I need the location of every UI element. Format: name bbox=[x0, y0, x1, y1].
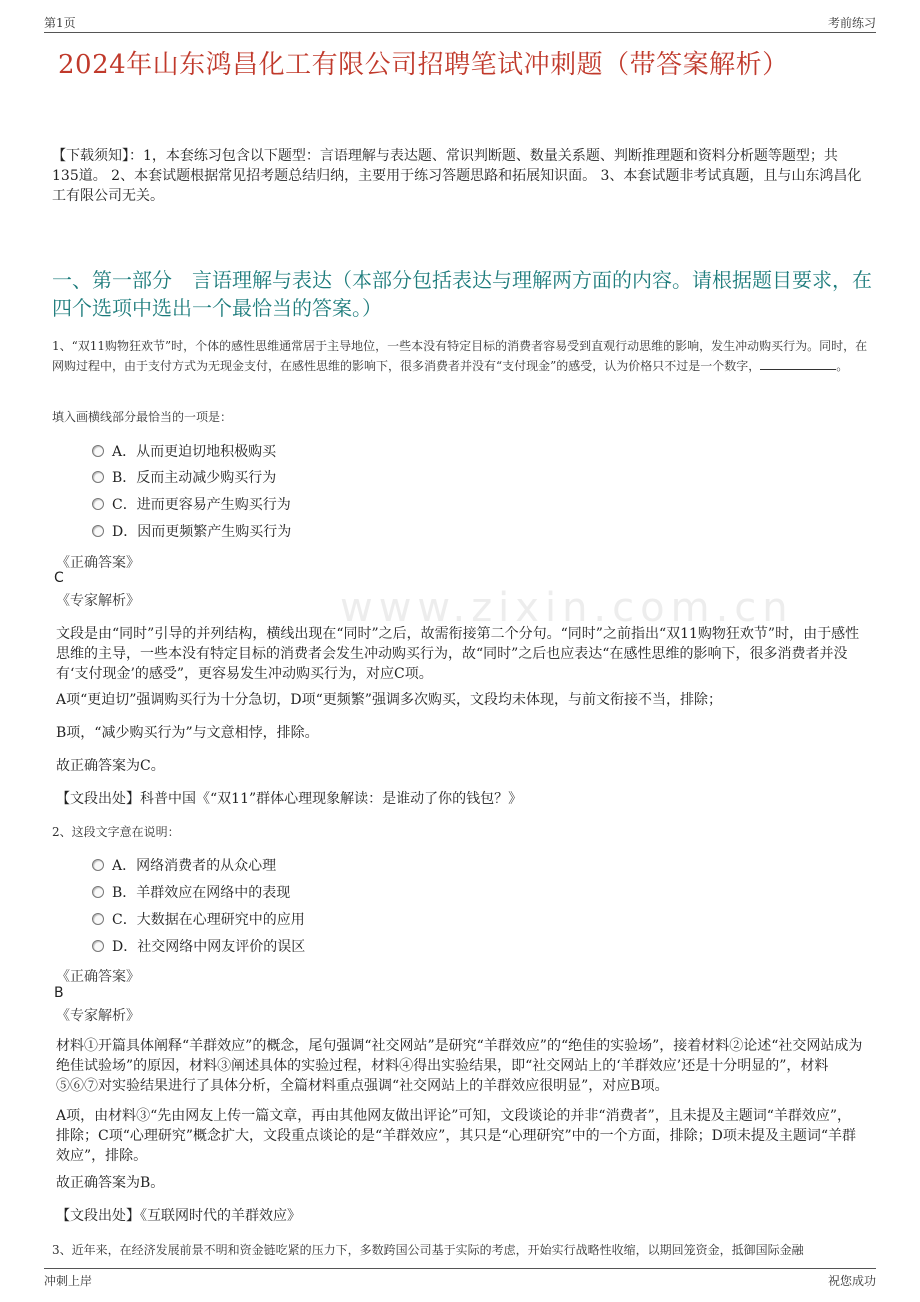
option-label: A．从而更迫切地积极购买 bbox=[112, 444, 277, 460]
option-label: C．进而更容易产生购买行为 bbox=[112, 497, 291, 513]
page-header bbox=[44, 12, 876, 33]
radio-icon[interactable] bbox=[92, 859, 104, 871]
q1-option-b[interactable] bbox=[92, 468, 276, 488]
radio-icon[interactable] bbox=[92, 886, 104, 898]
question-3-text: 3、近年来，在经济发展前景不明和资金链吃紧的压力下，多数跨国公司基于实际的考虑，开始实行战略性收缩，以期回笼资金，抵御国际金融 bbox=[52, 1243, 804, 1257]
analysis-paragraph: 材料①开篇具体阐释“羊群效应”的概念，尾句强调“社交网站”是研究“羊群效应”的“绝佳的实验场”，接着材料②论述“社交网站成为绝佳试验场”的原因，材料③阐述具体的实验过程，材料④得出实验结果，即“社交网站上的‘羊群效应’还是十分明显的”，材料⑤⑥⑦对实验结果进行了具体分析，全篇材料重点强调“社交网站上的羊群效应很明显”，对应B项。 bbox=[56, 1038, 863, 1094]
page-title: 2024年山东鸿昌化工有限公司招聘笔试冲刺题（带答案解析） bbox=[58, 50, 789, 80]
q1-option-d[interactable] bbox=[92, 522, 291, 542]
answer-label: 《正确答案》 bbox=[56, 969, 140, 985]
q2-option-a[interactable] bbox=[92, 856, 276, 876]
option-label: D．因而更频繁产生购买行为 bbox=[112, 524, 292, 540]
radio-icon[interactable] bbox=[92, 525, 104, 537]
question-1-text bbox=[52, 336, 872, 376]
option-label: C．大数据在心理研究中的应用 bbox=[112, 912, 305, 928]
page-number: 第1页 bbox=[44, 16, 76, 30]
radio-icon[interactable] bbox=[92, 445, 104, 457]
radio-icon[interactable] bbox=[92, 471, 104, 483]
question-1-prompt: 填入画横线部分最恰当的一项是： bbox=[52, 410, 233, 424]
q1-option-c[interactable] bbox=[92, 495, 291, 515]
page-footer bbox=[44, 1268, 876, 1289]
q2-option-b[interactable] bbox=[92, 883, 290, 903]
analysis-paragraph: B项，“减少购买行为”与文意相悖，排除。 bbox=[56, 725, 319, 741]
download-notice: 【下载须知】：1，本套练习包含以下题型：言语理解与表达题、常识判断题、数量关系题、判断推理题和资料分析题等题型；共135道。 2、本套试题根据常见招考题总结归纳，主要用于练习答题思路和拓展知识面。 3、本套试题非考试真题，且与山东鸿昌化工有限公司无关。 bbox=[52, 148, 862, 204]
analysis-label: 《专家解析》 bbox=[56, 1008, 140, 1024]
footer-right: 祝您成功 bbox=[827, 1274, 876, 1288]
watermark: www.zixin.com.cn bbox=[340, 585, 794, 631]
analysis-conclusion: 故正确答案为C。 bbox=[56, 758, 165, 774]
source-citation: 【文段出处】科普中国《“双11”群体心理现象解读：是谁动了你的钱包？》 bbox=[56, 791, 523, 807]
q2-option-c[interactable] bbox=[92, 910, 305, 930]
question-1-stem: 1、“双11购物狂欢节”时，个体的感性思维通常居于主导地位，一些本没有特定目标的消费者容易受到直观行动思维的影响，发生冲动购买行为。同时，在网购过程中，由于支付方式为无现金支付，在感性思维的影响下，很多消费者并没有“支付现金”的感受，认为价格只不过是一个数字， bbox=[52, 339, 868, 373]
analysis-paragraph: A项，由材料③“先由网友上传一篇文章，再由其他网友做出评论”可知，文段谈论的并非“消费者”，且未提及主题词“羊群效应”，排除；C项“心理研究”概念扩大，文段重点谈论的是“羊群效应”，其只是“心理研究”中的一个方面，排除；D项未提及主题词“羊群效应”，排除。 bbox=[56, 1108, 857, 1164]
q1-option-a[interactable] bbox=[92, 442, 276, 462]
answer-blank bbox=[760, 357, 836, 370]
footer-left: 冲刺上岸 bbox=[44, 1274, 93, 1288]
header-label: 考前练习 bbox=[827, 16, 876, 30]
answer-value: C bbox=[54, 570, 64, 586]
option-label: D．社交网络中网友评价的误区 bbox=[112, 939, 306, 955]
answer-label: 《正确答案》 bbox=[56, 555, 140, 571]
analysis-label: 《专家解析》 bbox=[56, 593, 140, 609]
section-heading: 一、第一部分 言语理解与表达（本部分包括表达与理解两方面的内容。请根据题目要求，在四个选项中选出一个最恰当的答案。） bbox=[52, 268, 872, 320]
question-1-stem-end: 。 bbox=[836, 359, 849, 373]
option-label: A．网络消费者的从众心理 bbox=[112, 858, 277, 874]
radio-icon[interactable] bbox=[92, 940, 104, 952]
question-2-text: 2、这段文字意在说明： bbox=[52, 825, 180, 839]
answer-value: B bbox=[54, 985, 64, 1001]
analysis-paragraph: 文段是由“同时”引导的并列结构，横线出现在“同时”之后，故需衔接第二个分句。“同时”之前指出“双11购物狂欢节”时，由于感性思维的主导，一些本没有特定目标的消费者会发生冲动购买行为，故“同时”之后也应表达“在感性思维的影响下，很多消费者并没有‘支付现金’的感受”，更容易发生冲动购买行为，对应C项。 bbox=[56, 626, 860, 682]
analysis-paragraph: A项“更迫切”强调购买行为十分急切，D项“更频繁”强调多次购买，文段均未体现，与前文衔接不当，排除； bbox=[56, 692, 722, 708]
option-label: B．反而主动减少购买行为 bbox=[112, 470, 277, 486]
analysis-conclusion: 故正确答案为B。 bbox=[56, 1175, 165, 1191]
q2-option-d[interactable] bbox=[92, 937, 305, 957]
option-label: B．羊群效应在网络中的表现 bbox=[112, 885, 291, 901]
radio-icon[interactable] bbox=[92, 913, 104, 925]
radio-icon[interactable] bbox=[92, 498, 104, 510]
source-citation: 【文段出处】《互联网时代的羊群效应》 bbox=[56, 1208, 301, 1224]
